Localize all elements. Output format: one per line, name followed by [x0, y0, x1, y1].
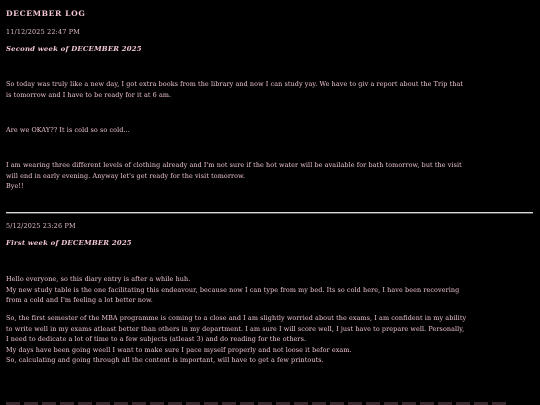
entry-subtitle: First week of DECEMBER 2025 — [6, 239, 132, 247]
entry-paragraph — [6, 79, 532, 100]
entry-timestamp: 5/12/2025 23:26 PM — [6, 222, 76, 230]
paragraph-line: Hello everyone, so this diary entry is after a while huh. — [6, 275, 191, 283]
paragraph-line: My days have been going weell I want to make sure I pace myself properly and not loose it befor exam. — [6, 345, 352, 354]
paragraph-line: I need to dedicate a lot of time to a few subjects (atleast 3) and do reading for the others. — [6, 335, 307, 343]
paragraph-line: So, calculating and going through all the content is important, will have to get a few printouts. — [6, 356, 324, 364]
paragraph-line: Bye!! — [6, 182, 24, 190]
paragraph-line: I am wearing three different levels of clothing already and I'm not sure if the hot water will be available for bath tomorrow, but the visit — [6, 161, 462, 169]
paragraph-line: to write well in my exams atleast better than others in my department. I am sure I will score well, I just have to prepare well. Personally, — [6, 324, 465, 333]
entry-timestamp: 11/12/2025 22:47 PM — [6, 28, 80, 36]
paragraph-line: from a cold and I'm feeling a lot better now. — [6, 296, 153, 304]
paragraph-line: will end in early evening. Anyway let's get ready for the visit tomorrow. — [6, 171, 246, 180]
page-title: DECEMBER LOG — [6, 9, 86, 18]
paragraph-line: Are we OKAY?? It is cold so so cold... — [6, 126, 130, 134]
paragraph-line: My new study table is the one facilitating this endeavour, because now I can type from my bed. Its so cold here, I have been recovering — [6, 285, 460, 294]
next-entry-cutoff — [6, 399, 534, 405]
paragraph-line: So today was truly like a new day, I got extra books from the library and now I can study yay. We have to giv a report about the Trip that — [6, 80, 464, 88]
entry-paragraph — [6, 274, 532, 306]
entry-paragraph — [6, 160, 532, 192]
entry-paragraph — [6, 125, 532, 136]
paragraph-line: So, the first semester of the MBA programme is coming to a close and I am slightly worried about the exams, I am confident in my ability — [6, 314, 467, 322]
paragraph-line: is tomorrow and I have to be ready for it at 6 am. — [6, 90, 172, 99]
entry-subtitle: Second week of DECEMBER 2025 — [6, 45, 142, 53]
entry-paragraph — [6, 313, 532, 366]
entry-divider — [6, 212, 533, 214]
